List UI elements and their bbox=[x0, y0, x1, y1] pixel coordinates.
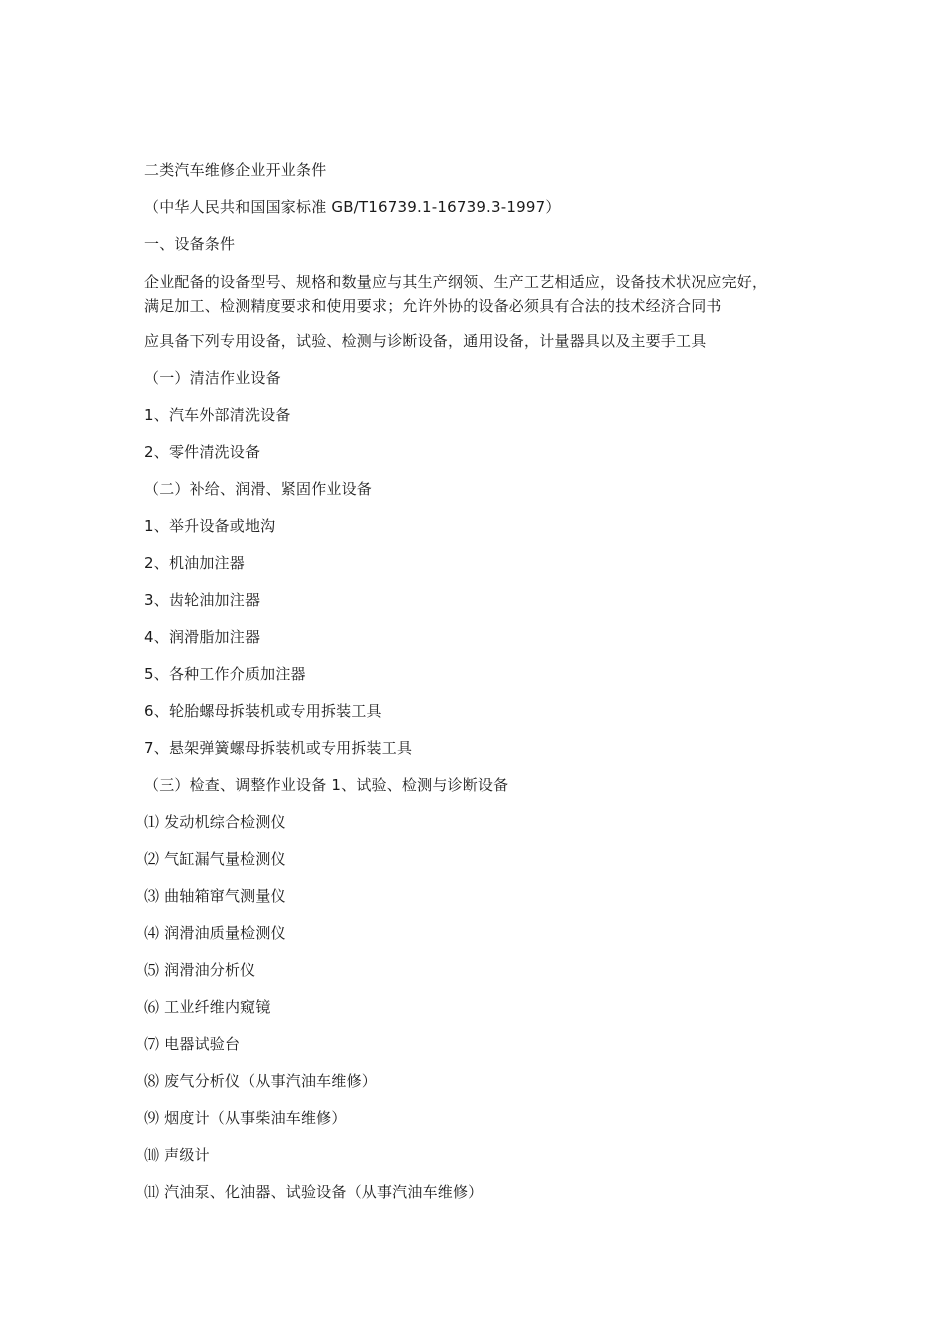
requirement-text: 应具备下列专用设备，试验、检测与诊断设备，通用设备，计量器具以及主要手工具 bbox=[144, 332, 707, 350]
list-item: 7、悬架弹簧螺母拆装机或专用拆装工具 bbox=[144, 739, 413, 757]
group-heading: （一）清洁作业设备 bbox=[144, 369, 281, 387]
list-item: 3、齿轮油加注器 bbox=[144, 591, 261, 609]
list-item: ⑸ 润滑油分析仪 bbox=[144, 961, 256, 979]
list-item: ⑺ 电器试验台 bbox=[144, 1035, 241, 1053]
document-title: 二类汽车维修企业开业条件 bbox=[144, 161, 327, 179]
standard-reference: （中华人民共和国国家标准 GB/T16739.1-16739.3-1997） bbox=[144, 198, 561, 216]
intro-line: 满足加工、检测精度要求和使用要求；允许外协的设备必须具有合法的技术经济合同书 bbox=[144, 297, 722, 315]
list-item: 4、润滑脂加注器 bbox=[144, 628, 261, 646]
list-item: ⑶ 曲轴箱窜气测量仪 bbox=[144, 887, 286, 905]
group-heading: （三）检查、调整作业设备 1、试验、检测与诊断设备 bbox=[144, 776, 509, 794]
list-item: 6、轮胎螺母拆装机或专用拆装工具 bbox=[144, 702, 382, 720]
list-item: ⑵ 气缸漏气量检测仪 bbox=[144, 850, 286, 868]
intro-paragraph bbox=[144, 270, 814, 318]
list-item: 2、零件清洗设备 bbox=[144, 443, 261, 461]
group-heading: （二）补给、润滑、紧固作业设备 bbox=[144, 480, 373, 498]
list-item: ⑽ 声级计 bbox=[144, 1146, 210, 1164]
list-item: ⑼ 烟度计（从事柴油车维修） bbox=[144, 1109, 347, 1127]
document-body bbox=[144, 159, 814, 1218]
list-item: ⑻ 废气分析仪（从事汽油车维修） bbox=[144, 1072, 377, 1090]
list-item: ⑷ 润滑油质量检测仪 bbox=[144, 924, 286, 942]
list-item: 1、举升设备或地沟 bbox=[144, 517, 276, 535]
list-item: 1、汽车外部清洗设备 bbox=[144, 406, 291, 424]
list-item: ⑾ 汽油泵、化油器、试验设备（从事汽油车维修） bbox=[144, 1183, 484, 1201]
list-item: 5、各种工作介质加注器 bbox=[144, 665, 306, 683]
intro-line: 企业配备的设备型号、规格和数量应与其生产纲领、生产工艺相适应，设备技术状况应完好， bbox=[144, 273, 768, 291]
list-item: 2、机油加注器 bbox=[144, 554, 245, 572]
list-item: ⑴ 发动机综合检测仪 bbox=[144, 813, 286, 831]
list-item: ⑹ 工业纤维内窥镜 bbox=[144, 998, 271, 1016]
section-heading: 一、设备条件 bbox=[144, 235, 236, 253]
